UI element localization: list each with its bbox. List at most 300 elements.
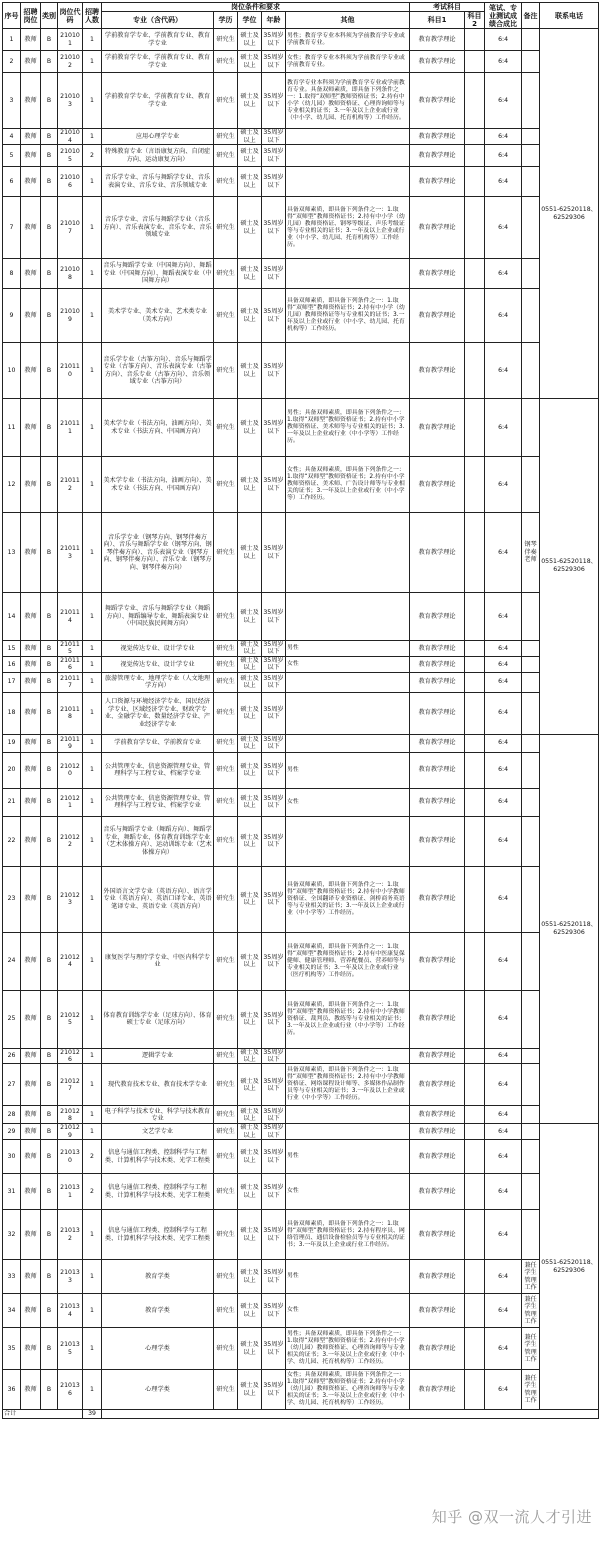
row-note (522, 990, 540, 1048)
row-ratio: 6:4 (485, 1106, 522, 1124)
row-note (522, 29, 540, 51)
row-count: 1 (83, 672, 102, 692)
row-subject2 (465, 513, 485, 593)
row-subject2 (465, 289, 485, 343)
row-subject1: 教育教学理论 (410, 167, 465, 197)
row-other (286, 1124, 410, 1140)
row-category: B (41, 1370, 58, 1410)
row-ratio: 6:4 (485, 145, 522, 167)
row-education: 研究生 (214, 1328, 238, 1370)
row-age: 35周岁以下 (262, 816, 286, 866)
header-post: 招聘岗位 (21, 3, 41, 29)
row-seq: 23 (3, 866, 21, 932)
table-row (3, 513, 599, 593)
row-major: 教育学类 (102, 1260, 214, 1294)
table-row (3, 1260, 599, 1294)
row-education: 研究生 (214, 145, 238, 167)
row-count: 1 (83, 1064, 102, 1106)
row-seq: 2 (3, 51, 21, 73)
row-major: 学前教育学专业、学前教育专业、教育学专业 (102, 29, 214, 51)
table-row (3, 866, 599, 932)
row-degree: 硕士及以上 (238, 51, 262, 73)
row-major: 舞蹈学专业、音乐与舞蹈学专业（舞蹈方向）、舞蹈编导专业、舞蹈表演专业（中国民族民间舞方向） (102, 593, 214, 641)
row-subject2 (465, 1328, 485, 1370)
row-seq: 9 (3, 289, 21, 343)
row-subject2 (465, 1260, 485, 1294)
row-count: 1 (83, 1328, 102, 1370)
row-post: 教师 (21, 672, 41, 692)
row-other: 男性；教育学专业本科须为学前教育学专业或学前教育专业。 (286, 29, 410, 51)
row-post: 教师 (21, 1174, 41, 1210)
row-count: 1 (83, 1106, 102, 1124)
row-ratio: 6:4 (485, 1174, 522, 1210)
row-subject1: 教育教学理论 (410, 672, 465, 692)
row-subject1: 教育教学理论 (410, 866, 465, 932)
row-other (286, 593, 410, 641)
row-degree: 硕士及以上 (238, 1064, 262, 1106)
row-category: B (41, 1260, 58, 1294)
table-row (3, 752, 599, 788)
row-note (522, 692, 540, 734)
table-row (3, 788, 599, 816)
row-post: 教师 (21, 866, 41, 932)
row-degree: 硕士及以上 (238, 1048, 262, 1064)
row-post: 教师 (21, 816, 41, 866)
row-age: 35周岁以下 (262, 29, 286, 51)
row-major: 信息与通信工程类、控制科学与工程类、计算机科学与技术类、光学工程类 (102, 1140, 214, 1174)
table-row (3, 932, 599, 990)
row-age: 35周岁以下 (262, 593, 286, 641)
row-ratio: 6:4 (485, 1328, 522, 1370)
row-major: 心理学类 (102, 1328, 214, 1370)
row-subject2 (465, 1124, 485, 1140)
row-degree: 硕士及以上 (238, 932, 262, 990)
row-count: 1 (83, 1370, 102, 1410)
row-ratio: 6:4 (485, 1064, 522, 1106)
row-age: 35周岁以下 (263, 1048, 284, 1064)
row-code: 210108 (58, 259, 83, 289)
row-code: 210130 (58, 1140, 83, 1174)
row-subject2 (465, 1370, 485, 1410)
row-education: 研究生 (214, 259, 238, 289)
row-seq: 27 (3, 1064, 21, 1106)
row-ratio: 6:4 (485, 51, 522, 73)
row-count: 1 (83, 593, 102, 641)
row-other: 男性；具备双师素质，即具备下列条件之一：1.取得“双师型”教师资格证书；2.持有中小学（幼儿园）教师资格证、心理咨询师等与专业相关的证书；3.一年及以上企业或行业（中小学、幼儿园、托育机构等）工作经历。 (286, 1328, 410, 1370)
row-other (286, 167, 410, 197)
row-seq: 3 (3, 73, 21, 129)
row-ratio: 6:4 (485, 692, 522, 734)
row-count: 1 (83, 289, 102, 343)
row-category: B (41, 1328, 58, 1370)
row-note (522, 788, 540, 816)
row-other: 教育学专业本科须为学前教育学专业或学前教育专业。具备双师素质，即具备下列条件之一：1.取得“双师型”教师资格证书；2.持有中小学（幼儿园）教师资格证、心理咨询师等与专业相关的证书；3.一年及以上企业或行业（中小学、幼儿园、托育机构等）工作经历。 (286, 73, 410, 129)
row-code: 210116 (58, 656, 83, 672)
table-row (3, 129, 599, 145)
row-post: 教师 (21, 692, 41, 734)
header-degree: 学位 (238, 12, 262, 29)
row-category: B (41, 259, 58, 289)
row-category: B (41, 734, 58, 752)
row-degree: 硕士及以上 (238, 457, 262, 513)
table-row (3, 641, 599, 657)
header-major: 专业（含代码） (102, 12, 214, 29)
row-category: B (41, 513, 58, 593)
row-code: 210103 (58, 73, 83, 129)
row-subject2 (465, 259, 485, 289)
row-note (522, 457, 540, 513)
header-subject1: 科目1 (410, 12, 465, 29)
row-education: 研究生 (214, 932, 238, 990)
row-post: 教师 (21, 932, 41, 990)
header-note: 备注 (522, 3, 540, 29)
row-category: B (41, 932, 58, 990)
row-age: 35周岁以下 (262, 752, 286, 788)
row-subject2 (465, 656, 485, 672)
row-subject1: 教育教学理论 (410, 932, 465, 990)
row-code: 210123 (58, 866, 83, 932)
row-code: 210111 (58, 399, 83, 457)
row-seq: 31 (3, 1174, 21, 1210)
row-note (522, 932, 540, 990)
row-subject2 (465, 51, 485, 73)
row-age: 35周岁以下 (262, 932, 286, 990)
row-ratio: 6:4 (485, 656, 522, 672)
table-row (3, 816, 599, 866)
row-degree: 硕士及以上 (238, 1328, 262, 1370)
row-category: B (41, 990, 58, 1048)
row-code: 210136 (58, 1370, 83, 1410)
row-age: 35周岁以下 (262, 1064, 286, 1106)
row-subject2 (465, 816, 485, 866)
row-age: 35周岁以下 (262, 866, 286, 932)
table-row (3, 1210, 599, 1260)
row-count: 1 (83, 1048, 102, 1064)
row-count: 1 (83, 656, 102, 672)
row-note (522, 1174, 540, 1210)
row-other (286, 816, 410, 866)
row-other (286, 672, 410, 692)
row-seq: 17 (3, 672, 21, 692)
row-age: 35周岁以下 (262, 259, 286, 289)
header-age: 年龄 (262, 12, 286, 29)
row-code: 210126 (58, 1048, 83, 1064)
row-education: 研究生 (214, 343, 238, 399)
row-degree: 硕士及以上 (238, 399, 262, 457)
row-major: 公共管理专业、信息资源管理专业、管理科学与工程专业、档案学专业 (102, 752, 214, 788)
row-count: 1 (83, 51, 102, 73)
row-post: 教师 (21, 1064, 41, 1106)
row-subject1: 教育教学理论 (410, 656, 465, 672)
header-count: 招聘人数 (83, 3, 102, 29)
row-subject2 (465, 672, 485, 692)
row-degree: 硕士及以上 (238, 692, 262, 734)
row-other: 女性 (286, 1174, 410, 1210)
row-code: 210131 (58, 1174, 83, 1210)
row-other (286, 129, 410, 145)
row-category: B (41, 1106, 58, 1124)
row-post: 教师 (21, 167, 41, 197)
header-category: 类别 (41, 3, 58, 29)
row-note (522, 816, 540, 866)
row-note (522, 399, 540, 457)
row-age: 35周岁以下 (262, 145, 286, 167)
row-post: 教师 (21, 788, 41, 816)
row-category: B (41, 197, 58, 259)
row-subject2 (465, 1106, 485, 1124)
row-major: 现代教育技术专业、教育技术学专业 (102, 1064, 214, 1106)
row-subject2 (465, 752, 485, 788)
row-subject1: 教育教学理论 (410, 129, 465, 145)
row-post: 教师 (21, 641, 41, 657)
row-ratio: 6:4 (485, 1260, 522, 1294)
header-code: 岗位代码 (58, 3, 83, 29)
row-code: 210112 (58, 457, 83, 513)
table-row (3, 197, 599, 259)
row-degree: 硕士及以上 (238, 1260, 262, 1294)
row-note (522, 51, 540, 73)
row-major: 旅游管理专业、地理学专业（人文地理学方向） (102, 672, 214, 692)
row-education: 研究生 (214, 1064, 238, 1106)
row-count: 1 (83, 1210, 102, 1260)
row-count: 1 (83, 816, 102, 866)
row-other: 女性；教育学专业本科须为学前教育学专业或学前教育专业。 (286, 51, 410, 73)
row-education: 研究生 (214, 641, 238, 657)
row-degree: 硕士及以上 (238, 289, 262, 343)
row-degree: 硕士及以上 (238, 259, 262, 289)
row-post: 教师 (21, 73, 41, 129)
row-note (522, 1124, 540, 1140)
row-other (286, 145, 410, 167)
header-subject2: 科目2 (465, 12, 485, 29)
row-degree: 硕士及以上 (238, 343, 262, 399)
row-age: 35周岁以下 (262, 167, 286, 197)
row-major: 视觉传达专业、设计学专业 (102, 641, 214, 657)
row-education: 研究生 (214, 1294, 238, 1328)
row-education: 研究生 (214, 1124, 238, 1140)
row-subject1: 教育教学理论 (410, 752, 465, 788)
row-post: 教师 (21, 990, 41, 1048)
row-category: B (41, 399, 58, 457)
table-row (3, 1048, 599, 1064)
row-age: 35周岁以下 (262, 1140, 286, 1174)
row-subject1: 教育教学理论 (410, 399, 465, 457)
row-age: 35周岁以下 (262, 1294, 286, 1328)
row-other: 男性 (286, 641, 410, 657)
row-other: 男性 (286, 1140, 410, 1174)
row-ratio: 6:4 (485, 73, 522, 129)
total-count: 39 (83, 1410, 102, 1418)
row-degree: 硕士及以上 (238, 816, 262, 866)
table-row (3, 1064, 599, 1106)
table-row (3, 399, 599, 457)
row-seq: 34 (3, 1294, 21, 1328)
row-note (522, 1064, 540, 1106)
row-post: 教师 (21, 289, 41, 343)
row-major: 学前教育学专业、学前教育专业、教育学专业 (102, 51, 214, 73)
row-code: 210134 (58, 1294, 83, 1328)
row-seq: 6 (3, 167, 21, 197)
row-category: B (41, 1174, 58, 1210)
row-subject1: 教育教学理论 (410, 145, 465, 167)
row-code: 210121 (58, 788, 83, 816)
row-age: 35周岁以下 (262, 513, 286, 593)
row-seq: 16 (3, 656, 21, 672)
row-education: 研究生 (214, 593, 238, 641)
row-degree: 硕士及以上 (238, 167, 262, 197)
row-ratio: 6:4 (485, 399, 522, 457)
row-ratio: 6:4 (485, 513, 522, 593)
row-subject1: 教育教学理论 (410, 1064, 465, 1106)
row-degree: 硕士及以上 (238, 641, 262, 657)
row-other: 女性 (286, 656, 410, 672)
row-category: B (41, 1140, 58, 1174)
row-post: 教师 (21, 259, 41, 289)
row-ratio: 6:4 (485, 866, 522, 932)
row-seq: 11 (3, 399, 21, 457)
row-other (286, 692, 410, 734)
row-subject1: 教育教学理论 (410, 1294, 465, 1328)
row-major: 应用心理学专业 (102, 129, 214, 145)
row-other (286, 734, 410, 752)
row-major: 电子科学与技术专业、科学与技术教育专业 (102, 1106, 214, 1124)
row-subject1: 教育教学理论 (410, 692, 465, 734)
row-degree: 硕士及以上 (238, 788, 262, 816)
row-code: 210129 (58, 1124, 83, 1140)
row-age: 35周岁以下 (262, 1210, 286, 1260)
header-requirements: 岗位条件和要求 (102, 3, 410, 12)
row-ratio: 6:4 (485, 1210, 522, 1260)
row-count: 1 (83, 167, 102, 197)
row-education: 研究生 (214, 990, 238, 1048)
row-ratio: 6:4 (485, 1140, 522, 1174)
table-row (3, 259, 599, 289)
row-post: 教师 (21, 1210, 41, 1260)
row-subject2 (465, 734, 485, 752)
row-age: 35周岁以下 (263, 129, 284, 144)
row-post: 教师 (21, 399, 41, 457)
row-seq: 1 (3, 29, 21, 51)
row-note: 钢琴伴奏老师 (522, 513, 540, 593)
row-category: B (41, 788, 58, 816)
row-seq: 26 (3, 1048, 21, 1064)
row-age: 35周岁以下 (262, 788, 286, 816)
row-education: 研究生 (214, 734, 238, 752)
row-ratio: 6:4 (485, 641, 522, 657)
row-code: 210118 (58, 692, 83, 734)
row-code: 210114 (58, 593, 83, 641)
row-count: 1 (83, 29, 102, 51)
row-count: 2 (83, 145, 102, 167)
row-education: 研究生 (214, 1106, 238, 1124)
row-seq: 13 (3, 513, 21, 593)
row-other: 具备双师素质，即具备下列条件之一：1.取得“双师型”教师资格证书；2.持有中小学教师资格证、全国翻译专业资格证、剑桥商务英语等与专业相关的证书；3.一年及以上企业或行业（中小学等）工作经历。 (286, 866, 410, 932)
row-degree: 硕士及以上 (238, 1294, 262, 1328)
row-post: 教师 (21, 734, 41, 752)
row-code: 210101 (58, 29, 83, 51)
row-category: B (41, 167, 58, 197)
row-subject1: 教育教学理论 (410, 457, 465, 513)
row-education: 研究生 (214, 692, 238, 734)
row-note (522, 866, 540, 932)
row-degree: 硕士及以上 (238, 990, 262, 1048)
row-subject2 (465, 1294, 485, 1328)
row-subject1: 教育教学理论 (410, 1124, 465, 1140)
row-code: 210128 (58, 1106, 83, 1124)
row-note (522, 167, 540, 197)
row-subject1: 教育教学理论 (410, 1260, 465, 1294)
row-post: 教师 (21, 1048, 41, 1064)
table-row (3, 29, 599, 51)
row-major: 外国语言文学专业（英语方向）、语言学专业（英语方向）、英语口译专业、英语笔译专业、英语专业（英语方向） (102, 866, 214, 932)
row-other (286, 343, 410, 399)
row-code: 210106 (58, 167, 83, 197)
row-seq: 21 (3, 788, 21, 816)
header-other: 其他 (286, 12, 410, 29)
row-note (522, 259, 540, 289)
row-degree: 硕士及以上 (238, 73, 262, 129)
row-ratio: 6:4 (485, 752, 522, 788)
row-subject2 (465, 1174, 485, 1210)
table-row (3, 692, 599, 734)
row-other: 男性 (286, 752, 410, 788)
row-other: 具备双师素质，即具备下列条件之一：1.取得“双师型”教师资格证书；2.持有中小学（幼儿园）教师资格证、钢琴等级证、声乐考级证等与专业相关的证书；3.一年及以上企业或行业（中小学、幼儿园、托育机构等）工作经历。 (286, 197, 410, 259)
table-row (3, 1370, 599, 1410)
row-subject1: 教育教学理论 (410, 593, 465, 641)
header-contact: 联系电话 (540, 3, 599, 29)
row-subject2 (465, 1210, 485, 1260)
row-note: 兼任学生管理工作 (522, 1260, 540, 1294)
row-subject2 (465, 145, 485, 167)
row-note: 兼任学生管理工作 (522, 1328, 540, 1370)
table-row (3, 593, 599, 641)
row-other: 女性；具备双师素质，即具备下列条件之一：1.取得“双师型”教师资格证书；2.持有中小学（幼儿园）教师资格证、心理咨询师等与专业相关的证书；3.一年及以上企业或行业（中小学、幼儿园、托育机构等）工作经历。 (286, 1370, 410, 1410)
row-subject2 (465, 167, 485, 197)
row-seq: 28 (3, 1106, 21, 1124)
row-subject1: 教育教学理论 (410, 734, 465, 752)
table-row (3, 656, 599, 672)
row-age: 35周岁以下 (263, 656, 284, 672)
row-other: 具备双师素质，即具备下列条件之一：1.取得“双师型”教师资格证书；2.持有中医康复保健师、健康管理师、营养配餐员、营养师等与专业相关的证书；3.一年及以上企业或行业（医疗机构等）工作经历。 (286, 932, 410, 990)
row-post: 教师 (21, 457, 41, 513)
row-age: 35周岁以下 (262, 1174, 286, 1210)
row-subject1: 教育教学理论 (410, 259, 465, 289)
row-seq: 5 (3, 145, 21, 167)
row-code: 210119 (58, 734, 83, 752)
row-major: 学前教育学专业、学前教育专业、教育学专业 (102, 73, 214, 129)
row-count: 1 (83, 343, 102, 399)
row-subject1: 教育教学理论 (410, 1174, 465, 1210)
row-count: 1 (83, 990, 102, 1048)
row-subject2 (465, 399, 485, 457)
table-row (3, 1294, 599, 1328)
row-other: 具备双师素质，即具备下列条件之一：1.取得“双师型”教师资格证书；2.持有程序员、网络管理员、通信设备检验员等与专业相关的证书；3.一年及以上企业或行业工作经历。 (286, 1210, 410, 1260)
row-degree: 硕士及以上 (238, 752, 262, 788)
row-major: 美术学专业、美术专业、艺术类专业（美术方向） (102, 289, 214, 343)
row-note (522, 734, 540, 752)
row-major: 音乐学专业、音乐与舞蹈学专业（音乐方向）、音乐表演专业、音乐专业、音乐领域专业 (102, 197, 214, 259)
row-category: B (41, 73, 58, 129)
table-row (3, 457, 599, 513)
row-post: 教师 (21, 343, 41, 399)
row-code: 210135 (58, 1328, 83, 1370)
row-subject2 (465, 457, 485, 513)
header-exam: 考试科目 (410, 3, 485, 12)
row-count: 1 (83, 513, 102, 593)
row-subject1: 教育教学理论 (410, 51, 465, 73)
row-ratio: 6:4 (485, 816, 522, 866)
row-education: 研究生 (214, 816, 238, 866)
